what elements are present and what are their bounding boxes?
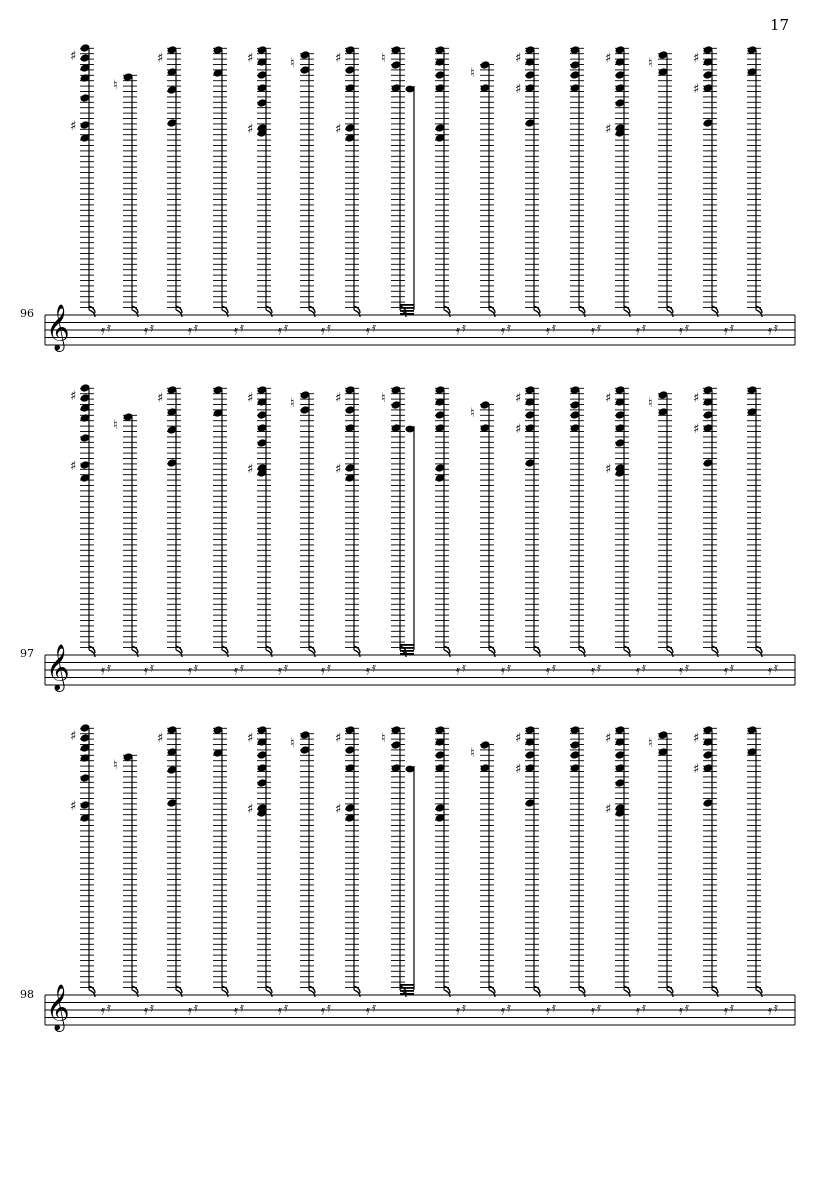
chord <box>213 45 244 338</box>
sharp-sign-icon: ♯ <box>515 762 522 777</box>
sixteenth-rest-icon: 𝄿 <box>240 1000 244 1016</box>
natural-sign-icon: ♮ <box>470 66 475 81</box>
sharp-sign-icon: ♯ <box>247 122 254 137</box>
beam <box>400 307 414 309</box>
sharp-sign-icon: ♯ <box>247 51 254 66</box>
sharp-sign-icon: ♯ <box>515 391 522 406</box>
sharp-sign-icon: ♯ <box>605 462 612 477</box>
sharp-sign-icon: ♯ <box>157 391 164 406</box>
sixteenth-rest-icon: 𝄿 <box>456 1003 460 1019</box>
sixteenth-rest-icon: 𝄿 <box>321 1003 325 1019</box>
sixteenth-rest-icon: 𝄿 <box>284 660 288 676</box>
sixteenth-rest-icon: 𝄿 <box>101 323 105 339</box>
beam <box>400 984 414 986</box>
sharp-sign-icon: ♯ <box>70 389 77 404</box>
sharp-sign-icon: ♯ <box>693 391 700 406</box>
sixteenth-rest-icon: 𝄿 <box>194 320 198 336</box>
chord <box>605 385 646 678</box>
sharp-sign-icon: ♯ <box>605 122 612 137</box>
sixteenth-rest-icon: 𝄿 <box>456 663 460 679</box>
sixteenth-rest-icon: 𝄿 <box>507 660 511 676</box>
chord <box>747 725 778 1018</box>
sixteenth-rest-icon: 𝄿 <box>552 1000 556 1016</box>
natural-sign-icon: ♮ <box>648 56 653 71</box>
page-number: 17 <box>770 16 790 34</box>
sharp-sign-icon: ♯ <box>247 462 254 477</box>
sixteenth-rest-icon: 𝄿 <box>188 663 192 679</box>
sixteenth-rest-icon: 𝄿 <box>501 663 505 679</box>
sixteenth-rest-icon: 𝄿 <box>591 323 595 339</box>
sharp-sign-icon: ♯ <box>247 802 254 817</box>
sixteenth-rest-icon: 𝄿 <box>642 320 646 336</box>
sixteenth-rest-icon: 𝄿 <box>456 323 460 339</box>
chord <box>470 740 511 1018</box>
sixteenth-rest-icon: 𝄿 <box>234 1003 238 1019</box>
treble-clef-icon: 𝄞 <box>46 984 70 1031</box>
sixteenth-rest-icon: 𝄿 <box>144 1003 148 1019</box>
chord <box>747 385 778 678</box>
chord <box>605 45 646 338</box>
sixteenth-rest-icon: 𝄿 <box>462 660 466 676</box>
music-system-96 <box>0 20 835 360</box>
sixteenth-rest-icon: 𝄿 <box>591 663 595 679</box>
chord <box>70 723 111 1018</box>
sixteenth-rest-icon: 𝄿 <box>462 320 466 336</box>
sharp-sign-icon: ♯ <box>335 731 342 746</box>
sharp-sign-icon: ♯ <box>693 762 700 777</box>
chord <box>648 50 689 338</box>
sixteenth-rest-icon: 𝄿 <box>101 1003 105 1019</box>
sixteenth-rest-icon: 𝄿 <box>685 1000 689 1016</box>
sixteenth-rest-icon: 𝄿 <box>327 660 331 676</box>
beam <box>400 653 414 655</box>
chord <box>693 385 734 678</box>
beam <box>400 313 414 315</box>
sixteenth-rest-icon: 𝄿 <box>774 1000 778 1016</box>
note-head <box>405 86 414 93</box>
sixteenth-rest-icon: 𝄿 <box>366 323 370 339</box>
sixteenth-rest-icon: 𝄿 <box>188 1003 192 1019</box>
chord <box>157 725 198 1018</box>
sixteenth-rest-icon: 𝄿 <box>768 663 772 679</box>
sharp-sign-icon: ♯ <box>693 51 700 66</box>
chord <box>70 43 111 338</box>
beam <box>400 987 414 989</box>
sixteenth-rest-icon: 𝄿 <box>321 323 325 339</box>
natural-sign-icon: ♮ <box>381 51 386 66</box>
natural-sign-icon: ♮ <box>290 396 295 411</box>
sixteenth-rest-icon: 𝄿 <box>372 320 376 336</box>
chord <box>335 45 376 338</box>
natural-sign-icon: ♮ <box>381 731 386 746</box>
sixteenth-rest-icon: 𝄿 <box>278 663 282 679</box>
chord <box>335 725 376 1018</box>
chord <box>747 45 778 338</box>
sharp-sign-icon: ♯ <box>70 799 77 814</box>
sixteenth-rest-icon: 𝄿 <box>234 323 238 339</box>
chord <box>157 45 198 338</box>
sharp-sign-icon: ♯ <box>70 459 77 474</box>
sixteenth-rest-icon: 𝄿 <box>591 1003 595 1019</box>
sharp-sign-icon: ♯ <box>157 51 164 66</box>
chord <box>570 45 601 338</box>
natural-sign-icon: ♮ <box>381 391 386 406</box>
sixteenth-rest-icon: 𝄿 <box>774 660 778 676</box>
chord <box>247 725 288 1018</box>
sixteenth-rest-icon: 𝄿 <box>194 1000 198 1016</box>
sixteenth-rest-icon: 𝄿 <box>679 1003 683 1019</box>
sixteenth-rest-icon: 𝄿 <box>234 663 238 679</box>
sixteenth-rest-icon: 𝄿 <box>284 1000 288 1016</box>
sharp-sign-icon: ♯ <box>70 49 77 64</box>
sixteenth-rest-icon: 𝄿 <box>636 1003 640 1019</box>
natural-sign-icon: ♮ <box>648 736 653 751</box>
sixteenth-rest-icon: 𝄿 <box>321 663 325 679</box>
sixteenth-rest-icon: 𝄿 <box>724 1003 728 1019</box>
measure-number: 98 <box>20 988 34 1001</box>
sixteenth-rest-icon: 𝄿 <box>597 1000 601 1016</box>
chord <box>381 725 415 997</box>
sixteenth-rest-icon: 𝄿 <box>597 660 601 676</box>
sharp-sign-icon: ♯ <box>70 119 77 134</box>
beam <box>400 993 414 995</box>
sixteenth-rest-icon: 𝄿 <box>507 320 511 336</box>
sixteenth-rest-icon: 𝄿 <box>768 1003 772 1019</box>
sixteenth-rest-icon: 𝄿 <box>552 320 556 336</box>
sharp-sign-icon: ♯ <box>247 391 254 406</box>
sharp-sign-icon: ♯ <box>515 51 522 66</box>
chord <box>570 385 601 678</box>
sixteenth-rest-icon: 𝄿 <box>724 663 728 679</box>
beam <box>400 647 414 649</box>
chord <box>648 390 689 678</box>
beam <box>400 304 414 306</box>
sharp-sign-icon: ♯ <box>605 51 612 66</box>
measure-number: 97 <box>20 647 34 660</box>
sixteenth-rest-icon: 𝄿 <box>240 660 244 676</box>
note-head <box>405 766 414 773</box>
sharp-sign-icon: ♯ <box>515 731 522 746</box>
sixteenth-rest-icon: 𝄿 <box>366 663 370 679</box>
beam <box>400 310 414 312</box>
sixteenth-rest-icon: 𝄿 <box>107 320 111 336</box>
natural-sign-icon: ♮ <box>290 736 295 751</box>
sixteenth-rest-icon: 𝄿 <box>507 1000 511 1016</box>
beam <box>400 644 414 646</box>
chord <box>470 60 511 338</box>
chord <box>570 725 601 1018</box>
note-head <box>405 426 414 433</box>
sixteenth-rest-icon: 𝄿 <box>546 1003 550 1019</box>
natural-sign-icon: ♮ <box>470 406 475 421</box>
sixteenth-rest-icon: 𝄿 <box>366 1003 370 1019</box>
sharp-sign-icon: ♯ <box>247 731 254 746</box>
sixteenth-rest-icon: 𝄿 <box>730 1000 734 1016</box>
sixteenth-rest-icon: 𝄿 <box>685 660 689 676</box>
sixteenth-rest-icon: 𝄿 <box>107 1000 111 1016</box>
sharp-sign-icon: ♯ <box>335 391 342 406</box>
sixteenth-rest-icon: 𝄿 <box>642 660 646 676</box>
music-system-97 <box>0 360 835 700</box>
sixteenth-rest-icon: 𝄿 <box>150 1000 154 1016</box>
sixteenth-rest-icon: 𝄿 <box>774 320 778 336</box>
chord <box>515 385 556 678</box>
sixteenth-rest-icon: 𝄿 <box>679 663 683 679</box>
sixteenth-rest-icon: 𝄿 <box>768 323 772 339</box>
natural-sign-icon: ♮ <box>290 56 295 71</box>
chord <box>693 725 734 1018</box>
sixteenth-rest-icon: 𝄿 <box>636 323 640 339</box>
music-system-98 <box>0 700 835 1040</box>
chord <box>247 45 288 338</box>
sixteenth-rest-icon: 𝄿 <box>552 660 556 676</box>
sixteenth-rest-icon: 𝄿 <box>327 320 331 336</box>
sharp-sign-icon: ♯ <box>605 731 612 746</box>
sixteenth-rest-icon: 𝄿 <box>101 663 105 679</box>
sixteenth-rest-icon: 𝄿 <box>278 323 282 339</box>
chord <box>290 390 331 678</box>
chord <box>335 385 376 678</box>
sharp-sign-icon: ♯ <box>335 802 342 817</box>
sixteenth-rest-icon: 𝄿 <box>327 1000 331 1016</box>
natural-sign-icon: ♮ <box>648 396 653 411</box>
sharp-sign-icon: ♯ <box>693 731 700 746</box>
chord <box>515 45 556 338</box>
sixteenth-rest-icon: 𝄿 <box>730 320 734 336</box>
sixteenth-rest-icon: 𝄿 <box>278 1003 282 1019</box>
sharp-sign-icon: ♯ <box>335 462 342 477</box>
beam <box>400 650 414 652</box>
sixteenth-rest-icon: 𝄿 <box>597 320 601 336</box>
sixteenth-rest-icon: 𝄿 <box>150 660 154 676</box>
sixteenth-rest-icon: 𝄿 <box>194 660 198 676</box>
sixteenth-rest-icon: 𝄿 <box>144 663 148 679</box>
chord <box>113 72 154 338</box>
chord <box>435 725 466 1018</box>
chord <box>290 730 331 1018</box>
chord <box>247 385 288 678</box>
sixteenth-rest-icon: 𝄿 <box>501 1003 505 1019</box>
sharp-sign-icon: ♯ <box>335 51 342 66</box>
treble-clef-icon: 𝄞 <box>46 644 70 691</box>
sharp-sign-icon: ♯ <box>70 729 77 744</box>
sixteenth-rest-icon: 𝄿 <box>546 663 550 679</box>
sixteenth-rest-icon: 𝄿 <box>372 660 376 676</box>
sixteenth-rest-icon: 𝄿 <box>188 323 192 339</box>
chord <box>693 45 734 338</box>
sixteenth-rest-icon: 𝄿 <box>150 320 154 336</box>
sixteenth-rest-icon: 𝄿 <box>284 320 288 336</box>
sixteenth-rest-icon: 𝄿 <box>462 1000 466 1016</box>
chord <box>113 412 154 678</box>
sixteenth-rest-icon: 𝄿 <box>240 320 244 336</box>
measure-number: 96 <box>20 307 34 320</box>
treble-clef-icon: 𝄞 <box>46 304 70 351</box>
sharp-sign-icon: ♯ <box>605 391 612 406</box>
chord <box>648 730 689 1018</box>
sixteenth-rest-icon: 𝄿 <box>730 660 734 676</box>
chord <box>213 385 244 678</box>
sixteenth-rest-icon: 𝄿 <box>546 323 550 339</box>
sixteenth-rest-icon: 𝄿 <box>685 320 689 336</box>
sixteenth-rest-icon: 𝄿 <box>501 323 505 339</box>
sharp-sign-icon: ♯ <box>693 422 700 437</box>
chord <box>290 50 331 338</box>
chord <box>470 400 511 678</box>
chord <box>381 385 415 657</box>
natural-sign-icon: ♮ <box>113 418 118 433</box>
sharp-sign-icon: ♯ <box>335 122 342 137</box>
sixteenth-rest-icon: 𝄿 <box>724 323 728 339</box>
beam <box>400 990 414 992</box>
natural-sign-icon: ♮ <box>113 758 118 773</box>
chord <box>70 383 111 678</box>
sharp-sign-icon: ♯ <box>157 731 164 746</box>
chord <box>435 45 466 338</box>
sharp-sign-icon: ♯ <box>515 422 522 437</box>
natural-sign-icon: ♮ <box>470 746 475 761</box>
sixteenth-rest-icon: 𝄿 <box>642 1000 646 1016</box>
sharp-sign-icon: ♯ <box>605 802 612 817</box>
sixteenth-rest-icon: 𝄿 <box>679 323 683 339</box>
chord <box>113 752 154 1018</box>
sharp-sign-icon: ♯ <box>515 82 522 97</box>
sixteenth-rest-icon: 𝄿 <box>636 663 640 679</box>
natural-sign-icon: ♮ <box>113 78 118 93</box>
chord <box>213 725 244 1018</box>
sixteenth-rest-icon: 𝄿 <box>372 1000 376 1016</box>
chord <box>157 385 198 678</box>
sharp-sign-icon: ♯ <box>693 82 700 97</box>
chord <box>435 385 466 678</box>
chord <box>605 725 646 1018</box>
chord <box>381 45 415 317</box>
sixteenth-rest-icon: 𝄿 <box>107 660 111 676</box>
sixteenth-rest-icon: 𝄿 <box>144 323 148 339</box>
chord <box>515 725 556 1018</box>
